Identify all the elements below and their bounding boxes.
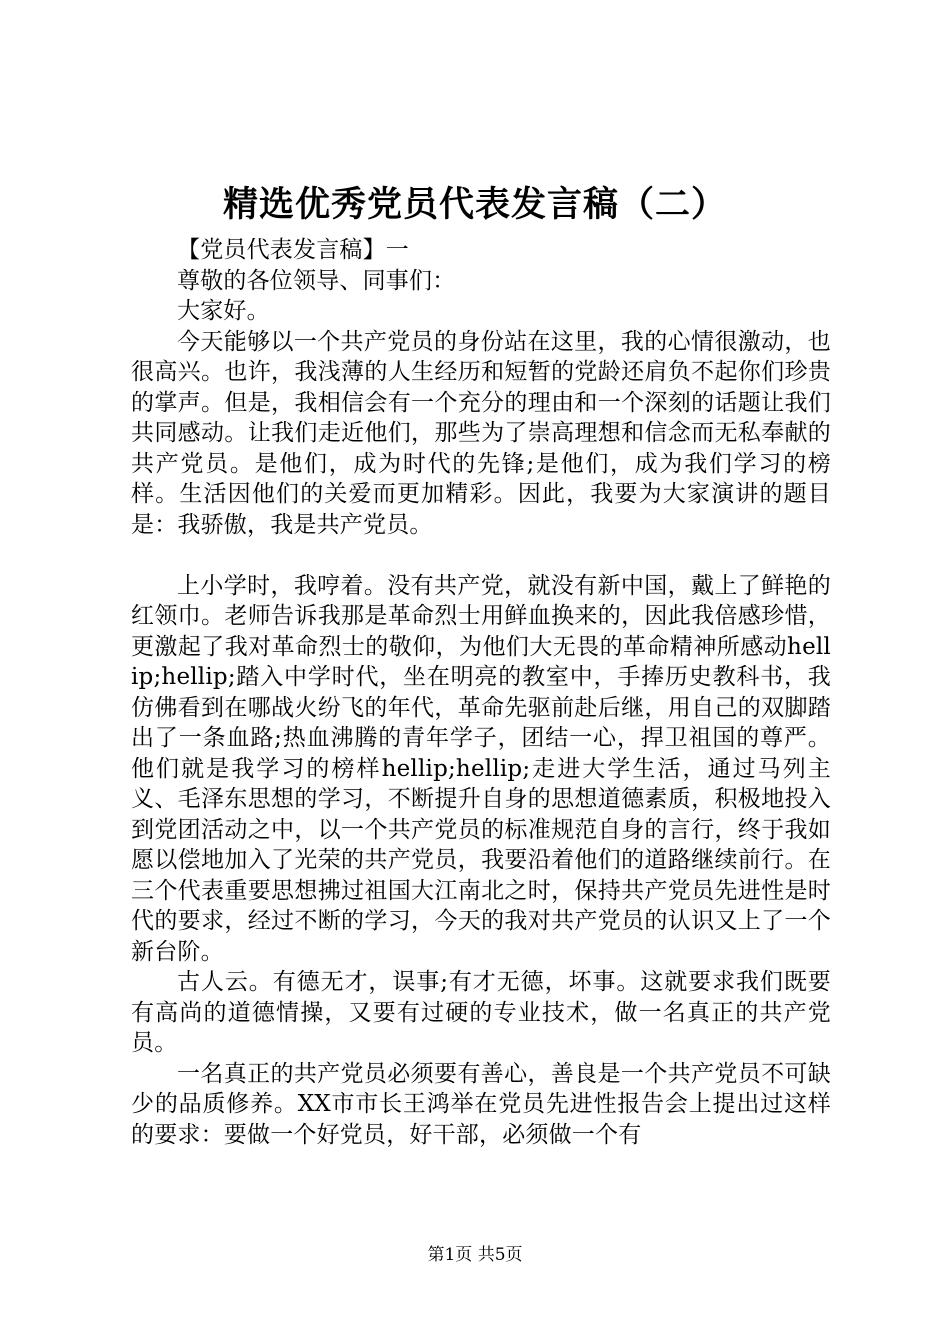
paragraph-virtue: 古人云。有德无才，误事;有才无德，坏事。这就要求我们既要有高尚的道德情操，又要有过硬的专业技术，做一名真正的共产党员。 [131,969,831,1056]
document-body [131,235,831,1150]
document-title: 精选优秀党员代表发言稿（二） [222,184,727,225]
paragraph-intro: 今天能够以一个共产党员的身份站在这里，我的心情很激动，也很高兴。也许，我浅薄的人生经历和短暂的党龄还肩负不起你们珍贵的掌声。但是，我相信会有一个充分的理由和一个深刻的话题让我们共同感动。让我们走近他们，那些为了崇高理想和信念而无私奉献的共产党员。是他们，成为时代的先锋;是他们，成为我们学习的榜样。生活因他们的关爱而更加精彩。因此，我要为大家演讲的题目是：我骄傲，我是共产党员。 [131,328,831,538]
paragraph-salutation: 尊敬的各位领导、同事们： [177,267,456,294]
paragraph-heading: 【党员代表发言稿】一 [177,237,409,263]
paragraph-kindness: 一名真正的共产党员必须要有善心，善良是一个共产党员不可缺少的品质修养。XX市市长王鸿举在党员先进性报告会上提出过这样的要求：要做一个好党员，好干部，必须做一个有 [131,1060,831,1148]
paragraph-greeting: 大家好。 [177,298,270,324]
paragraph-story: 上小学时，我哼着。没有共产党，就没有新中国，戴上了鲜艳的红领巾。老师告诉我那是革命烈士用鲜血换来的，因此我倍感珍惜，更激起了我对革命烈士的敬仰，为他们大无畏的革命精神所感动hellip;hellip;踏入中学时代，坐在明亮的教室中，手捧历史教科书，我仿佛看到在哪战火纷飞的年代，革命先驱前赴后继，用自己的双脚踏出了一条血路;热血沸腾的青年学子，团结一心，捍卫祖国的尊严。他们就是我学习的榜样hellip;hellip;走进大学生活，通过马列主义、毛泽东思想的学习，不断提升自身的思想道德素质，积极地投入到党团活动之中，以一个共产党员的标准规范自身的言行，终于我如愿以偿地加入了光荣的共产党员，我要沿着他们的道路继续前行。在三个代表重要思想拂过祖国大江南北之时，保持共产党员先进性是时代的要求，经过不断的学习，今天的我对共产党员的认识又上了一个新台阶。 [131,572,831,965]
page-number: 第1页 共5页 [427,1245,523,1265]
